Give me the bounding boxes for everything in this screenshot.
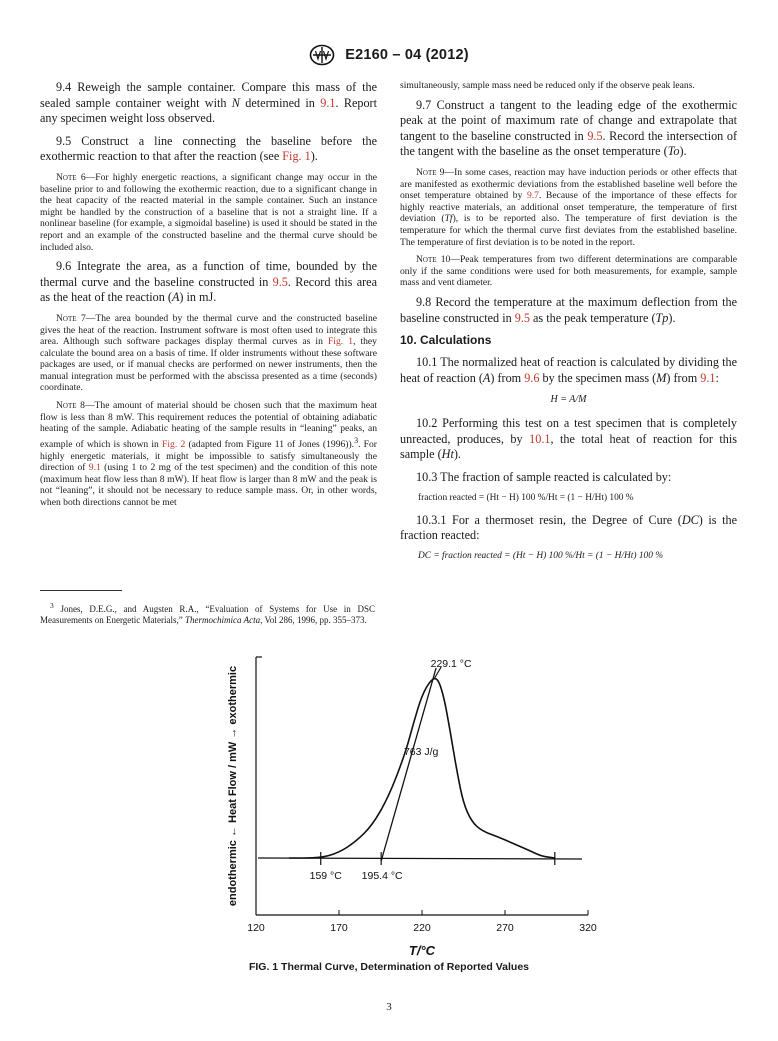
equation-h: H = A/M (550, 394, 587, 406)
ref-9-1[interactable]: 9.1 (88, 462, 101, 474)
note-7: Note 7—The area bounded by the thermal curve and the constructed baseline gives the heat of the reaction. Instrument software is most often used to integrate this area. Although such software packages display thermal curves as in Fig. 1, they calculate the bound area on a basis of time. If older instruments without these software packages are used, or if manual checks are performed on newer instruments, then the manual integration must be performed with the abscissa presented as a time (seconds) coordinate. (40, 312, 377, 394)
page-header (0, 44, 778, 66)
note-6: Note 6—For highly energetic reactions, a significant change may occur in the baseline prior to and following the exothermic reaction, due to a significant change in the heat capacity of the reacted material in the sample container. Such an instance might be handled by the construction of a baseline that is not a straight line. If a nonlinear baseline (for example, a sigmoidal baseline) is used it should be stated in the report and an example of the constructed baseline and the thermal curve should be included also. (40, 171, 378, 253)
tangent-line (381, 668, 436, 861)
x-tick-label: 320 (579, 922, 597, 934)
note-9: Note 9—In some cases, reaction may have induction periods or other effects that are manifested as exothermic deviations from the established baseline well before the onset temperature obtained by 9.7. Because of the importance of these effects for highly reactive materials, an additional onset temperature, the temperature of first deviation (Tf), is to be reported also. The temperature of first deviation is the temperature for which the thermal curve first deviates from the established baseline. The temperature of first deviation is to be noted in the report. (400, 166, 738, 248)
para-10-3-1: 10.3.1 For a thermoset resin, the Degree of Cure (DC) is the fraction reacted: (400, 512, 737, 543)
x-tick-label: 220 (413, 922, 431, 934)
left-column (40, 80, 377, 515)
y-axis-label: endothermic ← Heat Flow / mW → exothermic (227, 665, 239, 907)
ref-9-6[interactable]: 9.6 (524, 370, 540, 385)
ref-fig-1[interactable]: Fig. 1 (327, 336, 353, 348)
x-axis-label: T/°C (408, 943, 436, 958)
para-10-1: 10.1 The normalized heat of reaction is calculated by dividing the heat of reaction (A) from 9.6 by the specimen mass (M) from 9.1: (400, 355, 737, 385)
para-9-7: 9.7 Construct a tangent to the leading edge of the exothermic peak at the point of maximum rate of change and extrapolate that tangent to the baseline constructed in 9.5. Record the intersection of the tangent with the baseline as the onset temperature (To). (400, 97, 737, 159)
heat-of-reaction-label: 763 J/g (403, 746, 439, 758)
ref-9-7[interactable]: 9.7 (526, 190, 539, 202)
ref-10-1[interactable]: 10.1 (529, 431, 551, 446)
para-9-4: 9.4 Reweigh the sample container. Compare this mass of the sealed sample container weight with N determined in 9.1. Report any specimen weight loss observed. (40, 80, 377, 126)
equation-degree-of-cure: DC = fraction reacted = (Ht − H) 100 %/Ht = (1 − H/Ht) 100 % (418, 550, 664, 561)
ref-9-1[interactable]: 9.1 (700, 370, 716, 385)
ref-fig-1[interactable]: Fig. 1 (282, 149, 311, 164)
ref-9-5[interactable]: 9.5 (587, 128, 603, 143)
para-10-2: 10.2 Performing this test on a test specimen that is completely unreacted, produces, by 10.1, the total heat of reaction for this sample (Ht). (400, 416, 738, 462)
thermal-curve (289, 679, 555, 858)
x-tick-label: 270 (496, 922, 514, 934)
x-tick-label: 120 (247, 922, 265, 934)
para-9-8: 9.8 Record the temperature at the maximum deflection from the baseline constructed in 9.5 as the peak temperature (Tp). (400, 294, 737, 325)
figure-caption: FIG. 1 Thermal Curve, Determination of Reported Values (248, 961, 530, 973)
footnote-3: $^3$ Jones, D.E.G., and Augsten R.A., “Evaluation of Systems for Use in DSC Measurements on Energetic Materials,” Thermochimica Acta, Vol 286, 1996, pp. 355–373. (40, 601, 375, 625)
para-9-6: 9.6 Integrate the area, as a function of time, bounded by the thermal curve and the baseline constructed in 9.5. Record this area as the heat of the reaction (A) in mJ. (40, 259, 377, 305)
right-column (400, 80, 737, 571)
page-number: 3 (386, 1001, 392, 1013)
ref-9-5[interactable]: 9.5 (514, 310, 530, 325)
thermal-curve-chart (220, 645, 600, 963)
para-10-3: 10.3 The fraction of sample reacted is calculated by: (416, 470, 672, 485)
note-8: Note 8—The amount of material should be chosen such that the maximum heat flow is less than 8 mW. This requirement reduces the potential of obtaining adiabatic heating of the sample. Adiabatic heating of the sample results in “leaning” peaks, an example of which is shown in Fig. 2 (adapted from Figure 11 of Jones (1996)).$^3$. For highly energetic materials, it might be impossible to satisfy simultaneously the direction of 9.1 (using 1 to 2 mg of the test specimen) and the condition of this note (maximum heat flow less than 8 mW). If heat flow is larger than 8 mW and the peak is not “leaning”, it should not be necessary to reduce sample mass. Or, in other words, when both directions cannot be met (40, 400, 378, 508)
onset-temperature-label: 195.4 °C (361, 870, 403, 882)
equation-fraction-reacted: fraction reacted = (Ht − H) 100 %/Ht = (1 − H/Ht) 100 % (418, 492, 634, 503)
note-8-continued: simultaneously, sample mass need be reduced only if the observe peak leans. (400, 80, 695, 91)
astm-logo-icon (309, 44, 335, 66)
footnote-rule (40, 590, 122, 591)
para-9-5: 9.5 Construct a line connecting the baseline before the exothermic reaction to that after the reaction (see Fig. 1). (40, 133, 377, 164)
peak-temperature-label: 229.1 °C (430, 658, 472, 670)
standard-designation: E2160 – 04 (2012) (345, 47, 469, 63)
ref-fig-2[interactable]: Fig. 2 (162, 439, 186, 451)
x-tick-label: 170 (330, 922, 348, 934)
section-title: 10. Calculations (400, 333, 492, 348)
ref-9-1[interactable]: 9.1 (320, 95, 336, 110)
ref-9-5[interactable]: 9.5 (272, 274, 288, 289)
note-10: Note 10—Peak temperatures from two different determinations are comparable only if the same conditions were used for both measurements, for example, sample mass and vent diameter. (400, 254, 738, 289)
first-deviation-label: 159 °C (309, 870, 342, 882)
